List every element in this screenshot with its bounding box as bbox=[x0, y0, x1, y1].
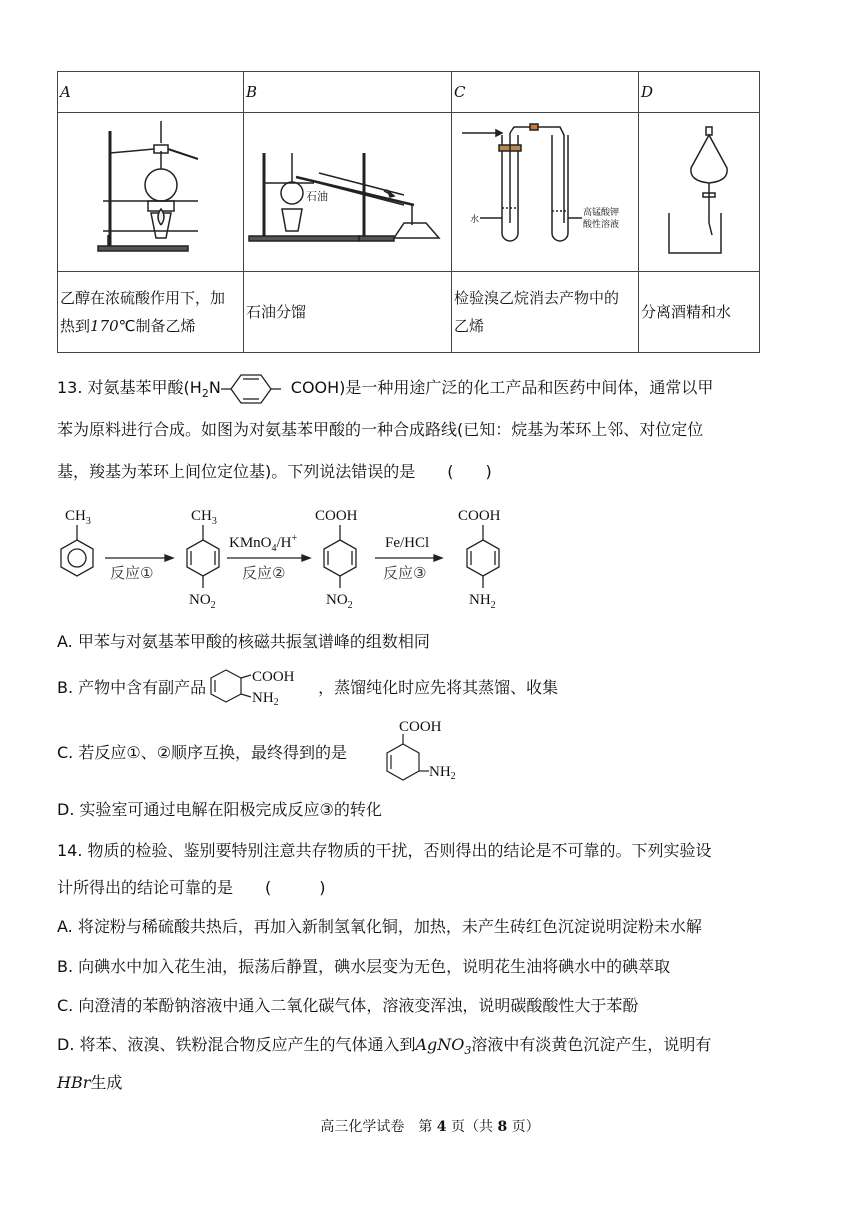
header-b: B bbox=[244, 72, 452, 113]
synthesis-scheme bbox=[55, 500, 525, 618]
distillation-apparatus-icon bbox=[244, 113, 449, 267]
o-aminobenzoic-acid-icon bbox=[206, 669, 318, 705]
benzene-ring-inline-icon bbox=[221, 372, 291, 406]
cooh-label-1: COOH bbox=[315, 508, 358, 524]
header-a: A bbox=[58, 72, 244, 113]
step2-label: 反应② bbox=[242, 564, 286, 582]
svg-text:COOH: COOH bbox=[399, 719, 442, 735]
kmno4-label-2: 酸性溶液 bbox=[583, 219, 620, 229]
ch3-label-1: $CH_3$ bbox=[65, 508, 91, 527]
ch3-label-2: $CH_3$ bbox=[191, 508, 217, 527]
separatory-funnel-icon bbox=[639, 113, 757, 267]
q13-option-c[interactable]: C. 若反应①、②顺序互换，最终得到的是 bbox=[57, 743, 348, 762]
q14-option-c[interactable]: C. 向澄清的苯酚钠溶液中通入二氧化碳气体，溶液变浑浊，说明碳酸酸性大于苯酚 bbox=[57, 996, 639, 1015]
step3-label: 反应③ bbox=[383, 564, 427, 582]
hbr-formula: HBr bbox=[57, 1073, 91, 1092]
q13-option-d[interactable]: D. 实验室可通过电解在阳极完成反应③的转化 bbox=[57, 800, 382, 819]
apparatus-a-cell bbox=[58, 113, 244, 272]
cooh-label-2: COOH bbox=[458, 508, 501, 524]
kmno4-label-1: 高锰酸钾 bbox=[583, 207, 620, 217]
oil-label: 石油 bbox=[306, 191, 328, 203]
m-aminobenzoic-acid-icon bbox=[385, 714, 485, 786]
apparatus-c-cell bbox=[452, 113, 639, 272]
q14-stem-line1: 14. 物质的检验、鉴别要特别注意共存物质的干扰，否则得出的结论是不可靠的。下列实验设 bbox=[57, 841, 712, 860]
svg-text:COOH: COOH bbox=[252, 668, 295, 685]
desc-b: 石油分馏 bbox=[244, 272, 452, 353]
total-pages: 8 bbox=[497, 1119, 508, 1135]
q13-option-a[interactable]: A. 甲苯与对氨基苯甲酸的核磁共振氢谱峰的组数相同 bbox=[57, 632, 430, 651]
apparatus-d-cell bbox=[639, 113, 760, 272]
desc-c-line1: 检验溴乙烷消去产物中的 bbox=[454, 289, 620, 307]
q14-option-a[interactable]: A. 将淀粉与稀硫酸共热后，再加入新制氢氧化铜，加热，未产生砖红色沉淀说明淀粉未水解 bbox=[57, 917, 702, 936]
gas-test-apparatus-icon bbox=[452, 113, 636, 267]
no2-label-2: $NO_2$ bbox=[326, 592, 353, 611]
water-label: 水 bbox=[470, 214, 480, 224]
agno3-formula: AgNO$_3$ bbox=[415, 1035, 472, 1058]
desc-d: 分离酒精和水 bbox=[639, 272, 760, 353]
desc-c-line2: 乙烯 bbox=[454, 317, 485, 335]
apparatus-table bbox=[57, 71, 760, 353]
q13-option-b[interactable]: B. 产物中含有副产品 COOH $NH_2$ ，蒸馏纯化时应先将其蒸馏、收集 bbox=[57, 678, 558, 699]
temperature-value: 170 bbox=[90, 317, 119, 335]
page-number: 4 bbox=[436, 1119, 447, 1135]
reagent-fe-hcl: Fe/HCl bbox=[385, 535, 430, 551]
step1-label: 反应① bbox=[110, 564, 154, 582]
desc-a-line1: 乙醇在浓硫酸作用下，加 bbox=[60, 289, 226, 307]
reagent-kmno4: KMnO$_4$/H+ bbox=[229, 533, 298, 554]
ethanol-dehydration-apparatus-icon bbox=[58, 113, 241, 267]
q13-stem-line2: 苯为原料进行合成。如图为对氨基苯甲酸的一种合成路线(已知：烷基为苯环上邻、对位定位 bbox=[57, 420, 704, 439]
no2-label-1: $NO_2$ bbox=[189, 592, 216, 611]
desc-a-line2: 热到170℃制备乙烯 bbox=[60, 317, 196, 335]
header-c: C bbox=[452, 72, 639, 113]
q13-stem-line1: 13. 对氨基苯甲酸($H_2N$ COOH)是一种用途广泛的化工产品和医药中间体，通常以甲 bbox=[57, 378, 713, 404]
q14-option-d-line2: HBr生成 bbox=[57, 1073, 123, 1092]
q14-option-b[interactable]: B. 向碘水中加入花生油，振荡后静置，碘水层变为无色，说明花生油将碘水中的碘萃取 bbox=[57, 957, 671, 976]
q14-stem-line2: 计所得出的结论可靠的是 ( ) bbox=[57, 878, 326, 897]
apparatus-b-cell bbox=[244, 113, 452, 272]
header-d: D bbox=[639, 72, 760, 113]
q14-option-d[interactable]: D. 将苯、液溴、铁粉混合物反应产生的气体通入到AgNO$_3$溶液中有淡黄色沉淀产生，说明有 bbox=[57, 1035, 712, 1058]
nh2-label: $NH_2$ bbox=[469, 592, 496, 611]
q13-stem-line3: 基，羧基为苯环上间位定位基)。下列说法错误的是 ( ) bbox=[57, 462, 492, 481]
svg-text:NH2: $NH_2$ bbox=[429, 764, 456, 782]
svg-text:NH2: $NH_2$ bbox=[252, 689, 279, 705]
desc-c bbox=[452, 272, 639, 353]
page-footer: 高三化学试卷 第 4 页（共 8 页） bbox=[320, 1119, 540, 1135]
desc-a bbox=[58, 272, 244, 353]
